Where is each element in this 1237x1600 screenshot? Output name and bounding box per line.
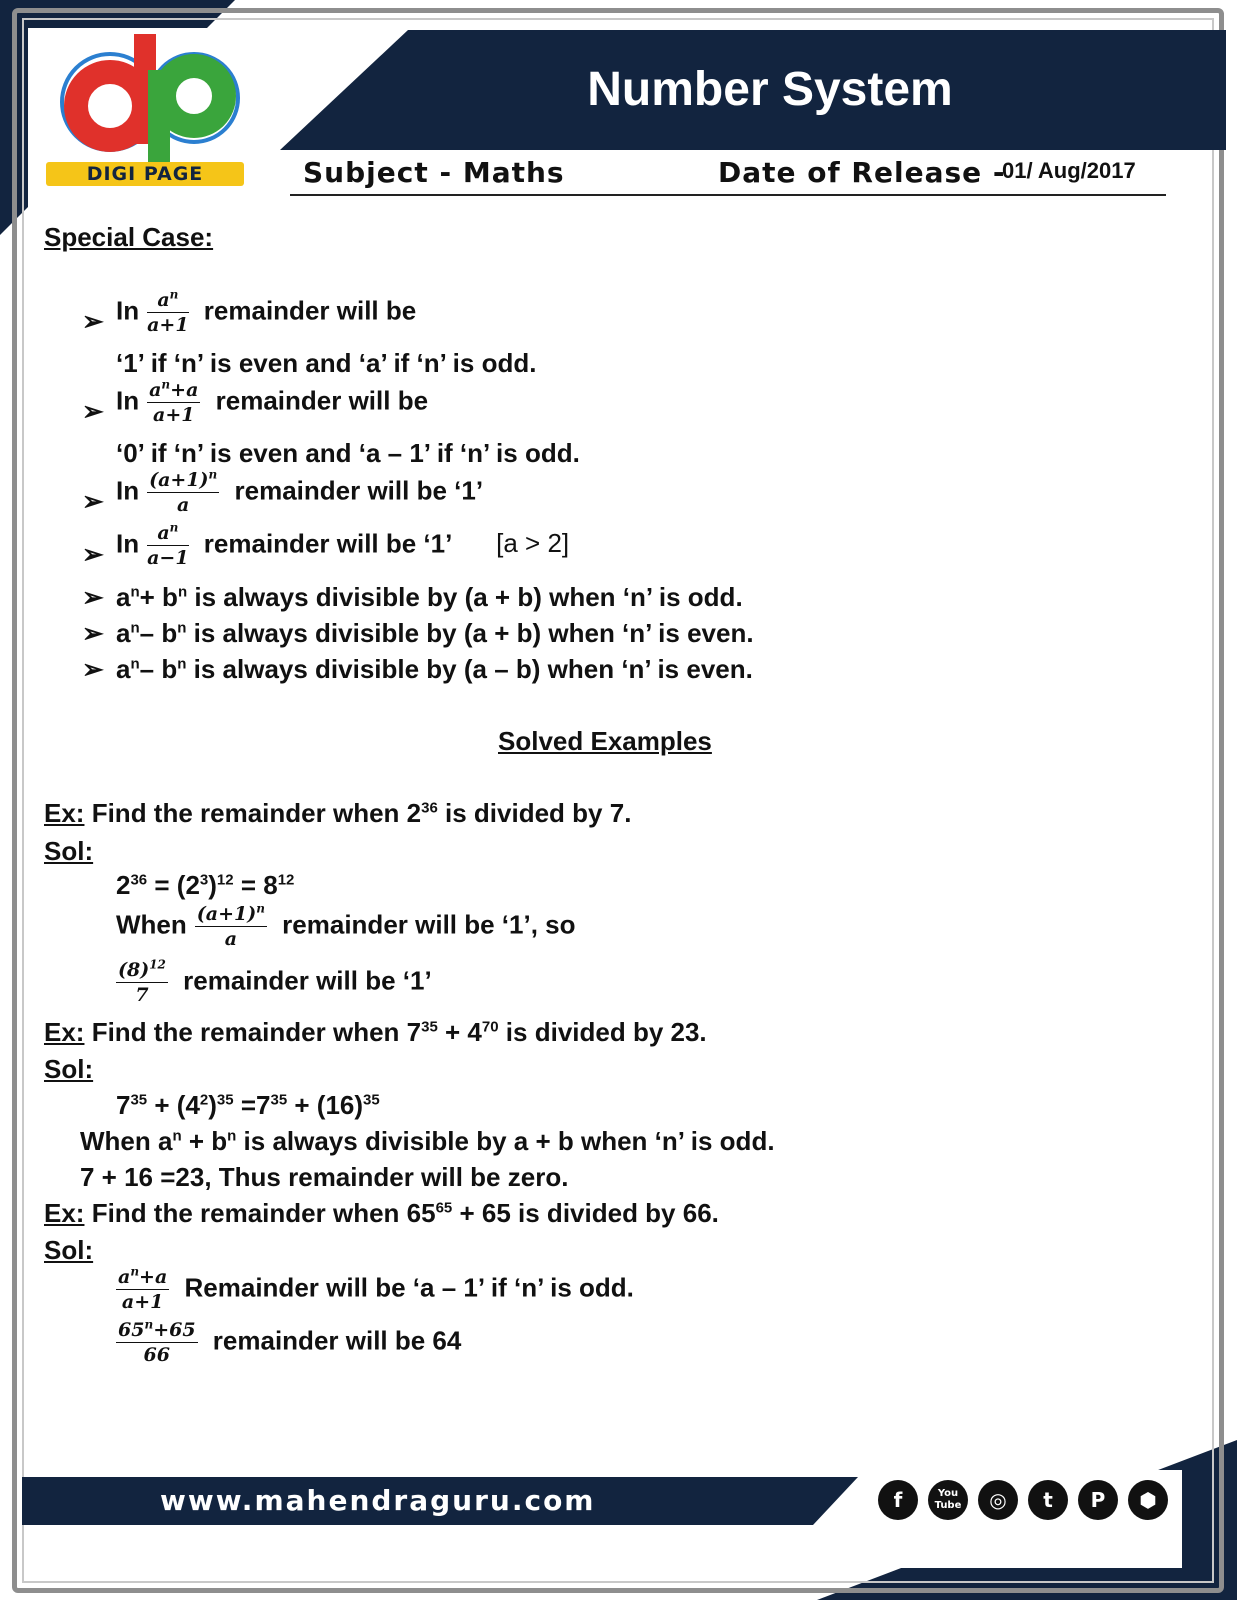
solution-label: Sol:: [44, 836, 94, 866]
fraction: $\frac{a^n+a}{a+1}$: [149, 377, 199, 426]
list-item: In $\frac{a^n}{a-1}$ remainder will be ‘1’ [a > 2]: [116, 520, 570, 569]
release-date: 01/ Aug/2017: [1002, 158, 1136, 183]
solution-line: 7 + 16 =23, Thus remainder will be zero.: [80, 1162, 569, 1192]
page-title: Number System: [587, 63, 953, 116]
list-item: $a^n-$ $b^n$ is always divisible by (a – b) when ‘n’ is even.: [116, 654, 753, 684]
fraction: $\frac{a^n+a}{a+1}$: [118, 1264, 168, 1313]
list-item: $a^n-$ $b^n$ is always divisible by (a + b) when ‘n’ is even.: [116, 618, 754, 648]
pinterest-icon[interactable]: P: [1078, 1480, 1118, 1520]
android-icon[interactable]: ⬢: [1128, 1480, 1168, 1520]
arrow-bullet-icon: ➢: [82, 618, 104, 648]
list-item: In $\frac{a^n}{a+1}$ remainder will be: [116, 287, 417, 336]
list-item: In $\frac{(a+1)^n}{a}$ remainder will be ‘1’: [116, 467, 484, 516]
solution-line: When $\frac{(a+1)^n}{a}$ remainder will be ‘1’, so: [116, 901, 576, 950]
youtube-icon[interactable]: You Tube: [928, 1480, 968, 1520]
solution-line: $\frac{(8)^{12}}{7}$ remainder will be ‘1’: [118, 957, 432, 1006]
solution-line: $\frac{65^n+65}{66}$ remainder will be 64: [118, 1317, 462, 1366]
instagram-icon[interactable]: ◎: [978, 1480, 1018, 1520]
twitter-icon[interactable]: t: [1028, 1480, 1068, 1520]
fraction: $\frac{65^n+65}{66}$: [118, 1317, 196, 1366]
solution-line: When $a^n + b^n$ is always divisible by a + b when ‘n’ is odd.: [80, 1126, 775, 1156]
arrow-bullet-icon: ➢: [82, 306, 104, 336]
fraction: $\frac{(a+1)^n}{a}$: [149, 467, 218, 516]
example-question: Ex: Find the remainder when $65^{65} + 65$ is divided by 66.: [44, 1198, 719, 1228]
fraction: $\frac{a^n}{a+1}$: [147, 287, 189, 336]
list-item-line2: ‘1’ if ‘n’ is even and ‘a’ if ‘n’ is odd.: [116, 348, 537, 378]
solution-line: $2^{36} = (2^3)^{12} = 8^{12}$: [116, 870, 295, 900]
section-heading: Special Case:: [44, 222, 214, 252]
fraction: $\frac{(a+1)^n}{a}$: [196, 901, 265, 950]
arrow-bullet-icon: ➢: [82, 582, 104, 612]
logo-badge: DIGI PAGE: [46, 162, 244, 186]
solution-line: $\frac{a^n+a}{a+1}$ Remainder will be ‘a – 1’ if ‘n’ is odd.: [118, 1264, 634, 1313]
solution-label: Sol:: [44, 1235, 94, 1265]
list-item-line2: ‘0’ if ‘n’ is even and ‘a – 1’ if ‘n’ is odd.: [116, 438, 580, 468]
list-item: $a^n+ b^n$ is always divisible by (a + b) when ‘n’ is odd.: [116, 582, 743, 612]
example-question: Ex: Find the remainder when $7^{35} + 4^{70}$ is divided by 23.: [44, 1017, 707, 1047]
solution-label: Sol:: [44, 1054, 94, 1084]
arrow-bullet-icon: ➢: [82, 539, 104, 569]
arrow-bullet-icon: ➢: [82, 486, 104, 516]
release-label: Date of Release -: [718, 156, 1006, 189]
fraction: $\frac{a^n}{a-1}$: [147, 520, 189, 569]
section-heading: Solved Examples: [498, 726, 712, 756]
list-item: In $\frac{a^n+a}{a+1}$ remainder will be: [116, 377, 429, 426]
solution-line: $7^{35} + (4^2)^{35} =7^{35} + (16)^{35}$: [116, 1090, 380, 1120]
example-question: Ex: Find the remainder when $2^{36}$ is divided by 7.: [44, 798, 632, 828]
footer-website-link[interactable]: www.mahendraguru.com: [160, 1484, 596, 1517]
fraction: $\frac{(8)^{12}}{7}$: [118, 957, 166, 1006]
facebook-icon[interactable]: f: [878, 1480, 918, 1520]
arrow-bullet-icon: ➢: [82, 396, 104, 426]
arrow-bullet-icon: ➢: [82, 654, 104, 684]
subject-label: Subject - Maths: [303, 156, 565, 189]
